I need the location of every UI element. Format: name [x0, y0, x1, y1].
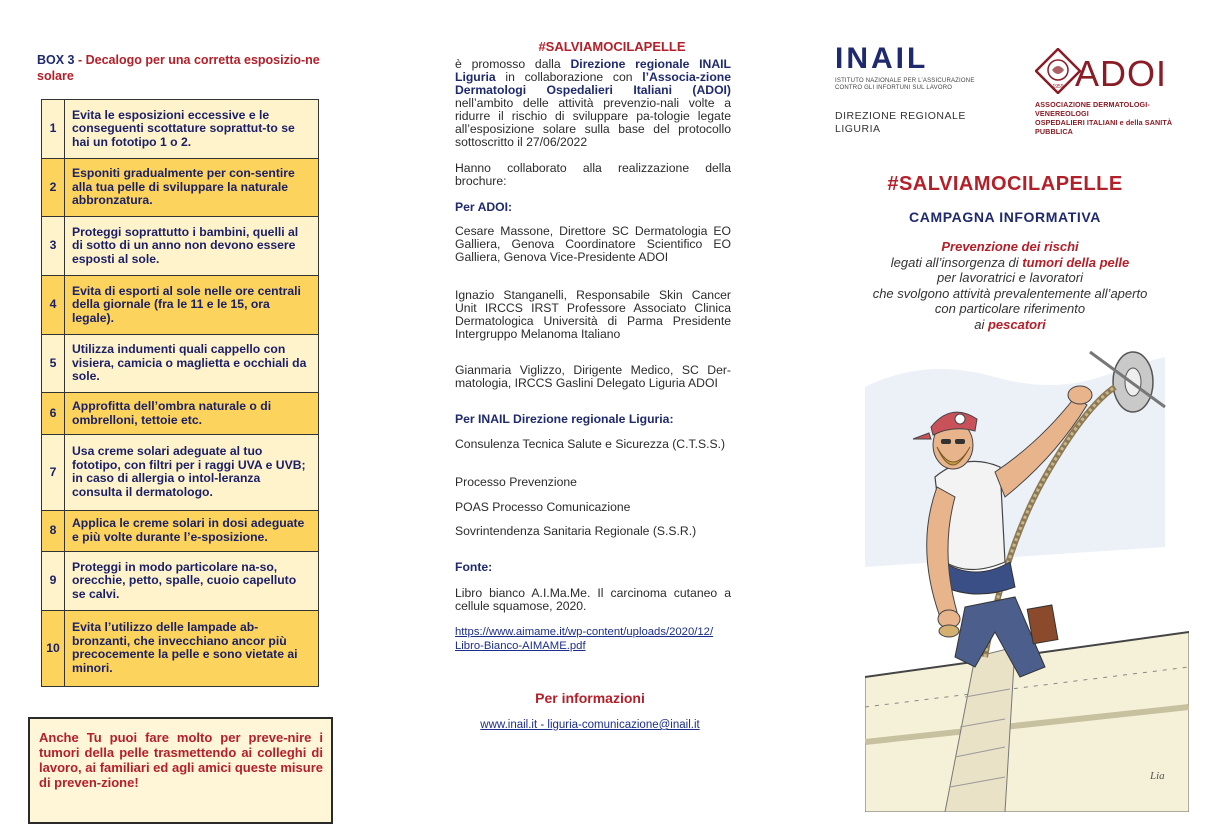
inail-heading: Per INAIL Direzione regionale Liguria:: [455, 412, 674, 426]
intro-text: in collaborazione con: [495, 70, 643, 84]
subtitle-line: che svolgono attività prevalentemente all’aperto: [872, 285, 1148, 301]
inail-unit: Consulenza Tecnica Salute e Sicurezza (C.T.S.S.): [455, 437, 726, 451]
item-number: 8: [42, 510, 65, 551]
table-row: [42, 158, 319, 217]
item-text: Utilizza indumenti quali cappello con visiera, camicia o maglietta e occhiali da sole.: [65, 334, 319, 393]
table-row: [42, 217, 319, 276]
item-text: Proteggi soprattutto i bambini, quelli al di sotto di un anno non devono essere esposti al sole.: [65, 217, 319, 276]
adoi-emblem-year: 1959: [1052, 84, 1064, 90]
campaign-hashtag: #SALVIAMOCILAPELLE: [887, 173, 1123, 195]
intro-bold-adoi: l’Associa-zione Dermatologi Ospedalieri Italiani (ADOI): [455, 70, 731, 97]
table-row: [42, 393, 319, 434]
inail-subtitle-line: ISTITUTO NAZIONALE PER L’ASSICURAZIONE: [835, 78, 975, 84]
left-panel: [0, 0, 400, 828]
table-row: [42, 100, 319, 159]
adoi-wordmark: ADOI: [1075, 53, 1168, 94]
table-row: [42, 334, 319, 393]
middle-panel: [400, 0, 810, 828]
box-title-separator: -: [74, 53, 86, 67]
inail-unit: POAS Processo Comunicazione: [455, 500, 631, 514]
item-number: 6: [42, 393, 65, 434]
table-row: [42, 552, 319, 611]
intro-text: nell’ambito delle attività prevenzio-nali volte a ridurre il rischio di sviluppare pa-tologie legate all’esposizione solare sulla base del protocollo sottoscritto il 27/06/2022: [455, 96, 731, 149]
adoi-heading: Per ADOI:: [455, 200, 513, 214]
table-row: [42, 610, 319, 686]
fonte-link-line[interactable]: https://www.aimame.it/wp-content/uploads/2020/12/: [455, 626, 714, 638]
item-number: 9: [42, 552, 65, 611]
item-text: Applica le creme solari in dosi adeguate e più volte durante l’e-sposizione.: [65, 510, 319, 551]
fisherman-illustration: [865, 347, 1189, 812]
fonte-text: Libro bianco A.I.Ma.Me. Il carcinoma cutaneo a cellule squamose, 2020.: [455, 586, 731, 613]
subtitle-line: [840, 255, 1180, 271]
adoi-member: Cesare Massone, Direttore SC Dermatologia EO Galliera, Genova Coordinatore Scientifico EO Galliera, Genova Vice-Presidente ADOI: [455, 224, 731, 264]
intro-paragraph: [455, 58, 731, 149]
item-text: Esponiti gradualmente per con-sentire alla tua pelle di sviluppare la naturale abbronzatura.: [65, 158, 319, 217]
subtitle-line: per lavoratrici e lavoratori: [937, 270, 1083, 285]
illustration-signature: Lia: [1150, 770, 1165, 782]
item-number: 5: [42, 334, 65, 393]
item-number: 10: [42, 610, 65, 686]
item-number: 7: [42, 434, 65, 510]
item-text: Evita di esporti al sole nelle ore centrali della giornale (fra le 11 e le 15, ora legale).: [65, 276, 319, 335]
campaign-subtitle: [840, 239, 1180, 332]
subtitle-text: ai: [974, 316, 988, 332]
intro-text: è promosso dalla: [455, 57, 571, 71]
appeal-box: Anche Tu puoi fare molto per preve-nire i tumori della pelle trasmettendo ai colleghi di lavoro, ai familiari ed agli amici queste misure di preven-zione!: [28, 717, 333, 824]
item-number: 4: [42, 276, 65, 335]
contact-link[interactable]: www.inail.it - liguria-comunicazione@inail.it: [480, 719, 700, 731]
inail-direction-line: DIREZIONE REGIONALE: [835, 110, 966, 122]
item-number: 1: [42, 100, 65, 159]
item-text: Evita l’utilizzo delle lampade ab-bronzanti, che invecchiano ancor più precocemente la pelle e sono vietate ai minori.: [65, 610, 319, 686]
item-text: Proteggi in modo particolare na-so, orecchie, petto, spalle, cuoio capelluto se calvi.: [65, 552, 319, 611]
subtitle-line: [840, 317, 1180, 333]
item-number: 2: [42, 158, 65, 217]
fonte-link-line[interactable]: Libro-Bianco-AIMAME.pdf: [455, 640, 586, 652]
box-title: [37, 52, 337, 84]
campaign-title: CAMPAGNA INFORMATIVA: [909, 209, 1101, 225]
item-text: Evita le esposizioni eccessive e le conseguenti scottature soprattut-to se hai un fototipo 1 o 2.: [65, 100, 319, 159]
inail-subtitle-line: CONTRO GLI INFORTUNI SUL LAVORO: [835, 85, 953, 91]
adoi-subtitle-line: OSPEDALIERI ITALIANI e della SANITÀ PUBBLICA: [1035, 118, 1173, 136]
inail-direction-line: LIGURIA: [835, 123, 881, 135]
adoi-subtitle: [1035, 100, 1195, 136]
inail-unit: Sovrintendenza Sanitaria Regionale (S.S.R.): [455, 524, 697, 538]
hashtag-title: #SALVIAMOCILAPELLE: [538, 39, 686, 54]
table-row: [42, 510, 319, 551]
decalogo-table: [41, 99, 319, 687]
subtitle-text: legati all’insorgenza di: [890, 254, 1023, 270]
adoi-subtitle-line: ASSOCIAZIONE DERMATOLOGI-VENEREOLOGI: [1035, 100, 1150, 118]
collab-text: Hanno collaborato alla realizzazione della brochure:: [455, 161, 731, 188]
adoi-member: Gianmaria Viglizzo, Dirigente Medico, SC Der-matologia, IRCCS Gaslini Delegato Liguria ADOI: [455, 363, 731, 390]
inail-direction: [835, 110, 975, 136]
fonte-heading: Fonte:: [455, 560, 493, 574]
table-row: [42, 434, 319, 510]
inail-wordmark: INAIL: [835, 42, 929, 75]
adoi-member: Ignazio Stanganelli, Responsabile Skin Cancer Unit IRCCS IRST Professore Associato Clinica Dermatologica Università di Parma Presidente Intergruppo Melanoma Italiano: [455, 288, 731, 341]
item-text: Usa creme solari adeguate al tuo fototipo, con filtri per i raggi UVA e UVB; in caso di allergia o intol-leranza consulta il dermatologo.: [65, 434, 319, 510]
inail-subtitle: [835, 78, 975, 92]
intro-bold-inail: Direzione regionale INAIL Liguria: [455, 57, 731, 84]
inail-logo: [835, 44, 975, 136]
subtitle-line: Prevenzione dei rischi: [941, 239, 1079, 254]
info-title: Per informazioni: [535, 690, 645, 706]
subtitle-line: con particolare riferimento: [934, 301, 1086, 316]
item-number: 3: [42, 217, 65, 276]
box-title-text: Decalogo per una corretta esposizio-ne solare: [37, 53, 320, 83]
inail-unit: Processo Prevenzione: [455, 475, 577, 489]
right-panel: [810, 0, 1214, 828]
fonte-link[interactable]: [455, 625, 731, 653]
subtitle-emphasis: tumori della pelle: [1022, 254, 1130, 270]
box-label: BOX 3: [37, 53, 75, 67]
item-text: Approfitta dell’ombra naturale o di ombrelloni, tettoie etc.: [65, 393, 319, 434]
subtitle-emphasis: pescatori: [987, 316, 1046, 332]
table-row: [42, 276, 319, 335]
